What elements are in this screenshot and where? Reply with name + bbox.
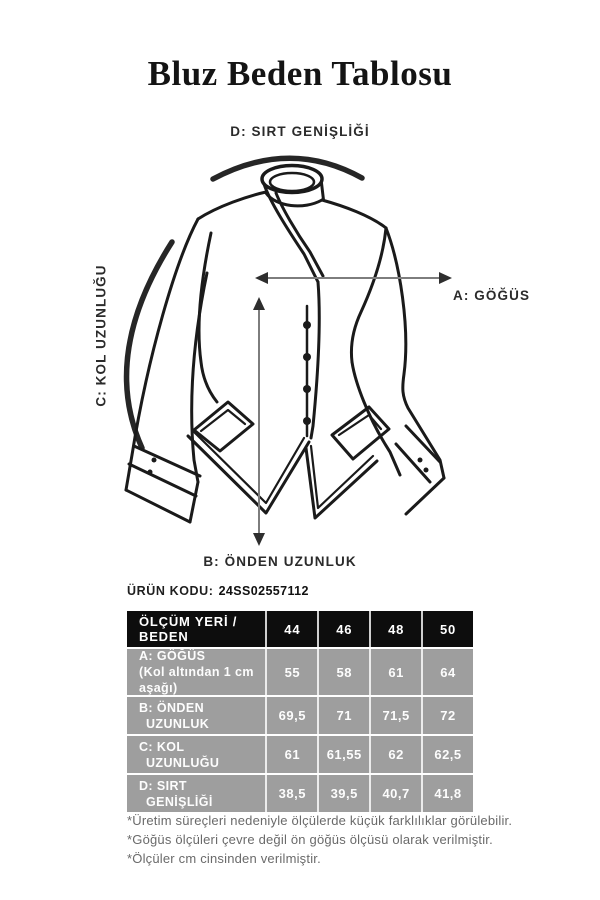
table-header-size-50: 50: [421, 611, 473, 647]
table-row-chest: [127, 647, 473, 695]
cell-value: 58: [317, 649, 369, 695]
row-label-line2: GENİŞLİĞİ: [146, 794, 213, 809]
chest-arrow: [255, 272, 452, 284]
label-sleeve-length: C: KOL UZUNLUĞU: [93, 264, 109, 407]
cell-value: 61: [369, 649, 421, 695]
blouse-outline: [126, 166, 444, 523]
footnote: *Ölçüler cm cinsinden verilmiştir.: [127, 851, 321, 866]
product-code-label: ÜRÜN KODU:: [127, 584, 214, 598]
product-code: [127, 584, 309, 598]
button-dots: [148, 321, 429, 475]
cell-value: 72: [421, 697, 473, 734]
cell-value: 62: [369, 736, 421, 773]
footnotes: [127, 814, 512, 871]
table-row-sleeve-length: [127, 734, 473, 773]
cell-value: 41,8: [421, 775, 473, 812]
blouse-line-art: [90, 130, 510, 550]
page-title: Bluz Beden Tablosu: [147, 54, 453, 93]
blouse-measurement-diagram: [90, 124, 531, 569]
back-width-arc: [213, 158, 362, 179]
row-label: [127, 775, 265, 812]
label-front-length: B: ÖNDEN UZUNLUK: [203, 554, 357, 569]
row-label-line2: (Kol altından 1 cm aşağı): [139, 665, 254, 695]
table-row-back-width: [127, 773, 473, 812]
cell-value: 55: [265, 649, 317, 695]
cell-value: 64: [421, 649, 473, 695]
table-header-size-44: 44: [265, 611, 317, 647]
cell-value: 69,5: [265, 697, 317, 734]
cell-value: 61,55: [317, 736, 369, 773]
cell-value: 61: [265, 736, 317, 773]
row-label-line1: D: SIRT: [139, 778, 187, 793]
row-label: [127, 697, 265, 734]
table-header-size-48: 48: [369, 611, 421, 647]
row-label: [127, 736, 265, 773]
cell-value: 71,5: [369, 697, 421, 734]
footnote: *Göğüs ölçüleri çevre değil ön göğüs ölçüsü olarak verilmiştir.: [127, 832, 493, 847]
row-label-line2: UZUNLUĞU: [146, 755, 220, 770]
cell-value: 62,5: [421, 736, 473, 773]
table-row-front-length: [127, 695, 473, 734]
sleeve-length-arc: [127, 242, 172, 448]
row-label-line1: A: GÖĞÜS: [139, 649, 206, 663]
table-header-size-46: 46: [317, 611, 369, 647]
size-table: [127, 611, 473, 812]
footnote: *Üretim süreçleri nedeniyle ölçülerde küçük farklılıklar görülebilir.: [127, 813, 513, 828]
table-header-row: [127, 611, 473, 647]
row-label-line1: B: ÖNDEN: [139, 700, 205, 715]
table-header-label: ÖLÇÜM YERİ / BEDEN: [139, 614, 238, 644]
cell-value: 39,5: [317, 775, 369, 812]
row-label: [127, 649, 265, 695]
label-back-width: D: SIRT GENİŞLİĞİ: [230, 124, 370, 139]
row-label-line1: C: KOL: [139, 739, 185, 754]
cell-value: 71: [317, 697, 369, 734]
cell-value: 40,7: [369, 775, 421, 812]
cell-value: 38,5: [265, 775, 317, 812]
label-chest: A: GÖĞÜS: [453, 288, 531, 303]
product-code-value: 24SS02557112: [218, 584, 309, 598]
row-label-line2: UZUNLUK: [146, 716, 210, 731]
